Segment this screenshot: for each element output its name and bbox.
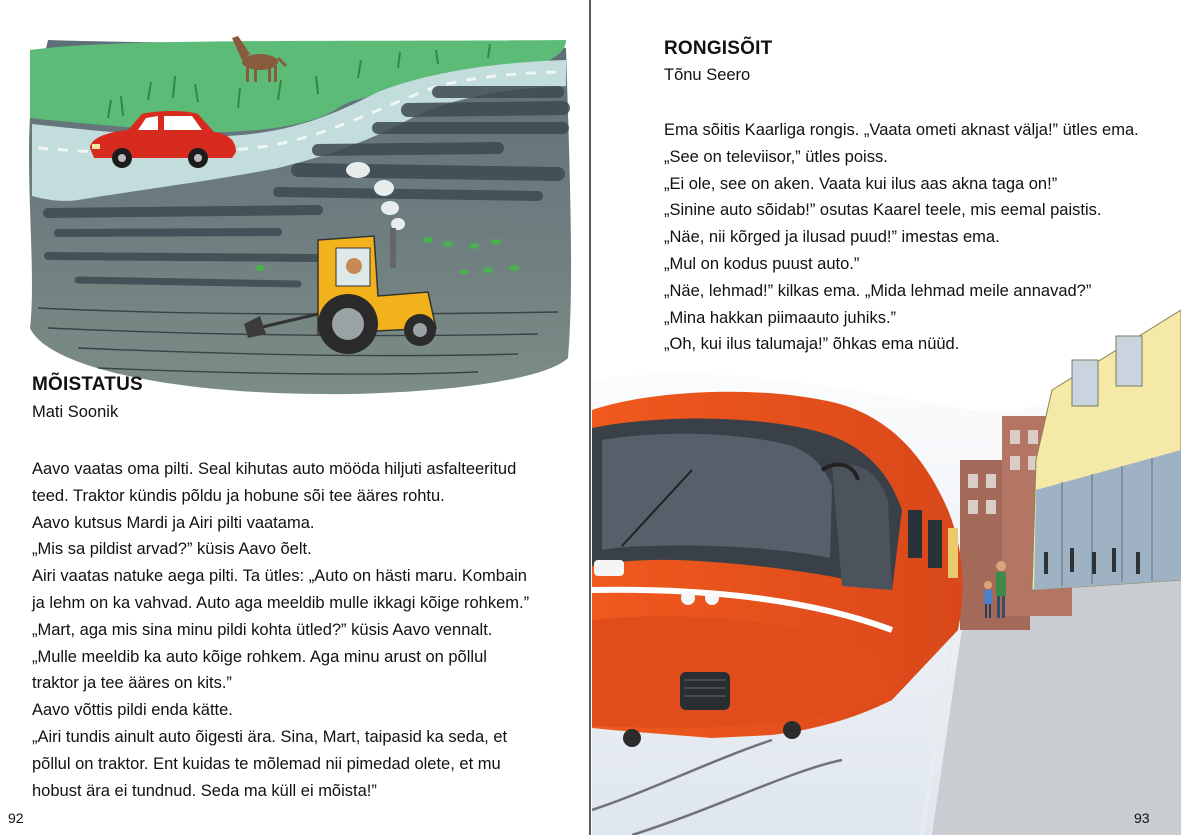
left-page xyxy=(0,0,590,835)
story-title: MÕISTATUS xyxy=(32,374,143,395)
text-line: „Mul on kodus puust auto.” xyxy=(664,254,860,273)
text-line: „Oh, kui ilus talumaja!” õhkas ema nüüd. xyxy=(664,335,960,354)
text-line: põllul on traktor. Ent kuidas te mõlemad nii pimedad olete, et mu xyxy=(32,754,501,773)
text-line: Aavo võttis pildi enda kätte. xyxy=(32,701,233,720)
text-line: ja lehm on ka vahvad. Auto aga meeldib mulle ikkagi kõige rohkem.” xyxy=(32,593,530,612)
drawing-illustration xyxy=(18,28,578,400)
right-page xyxy=(592,0,1181,835)
text-line: teed. Traktor kündis põldu ja hobune sõi tee ääres rohtu. xyxy=(32,486,445,505)
text-line: „Mart, aga mis sina minu pildi kohta ütled?” küsis Aavo vennalt. xyxy=(32,620,493,639)
text-line: „Mulle meeldib ka auto kõige rohkem. Aga minu arust on põllul xyxy=(32,647,487,666)
text-line: „Sinine auto sõidab!” osutas Kaarel teele, mis eemal paistis. xyxy=(664,201,1102,220)
text-line: Ema sõitis Kaarliga rongis. „Vaata ometi aknast välja!” ütles ema. xyxy=(664,121,1139,139)
text-line: „Airi tundis ainult auto õigesti ära. Sina, Mart, taipasid ka seda, et xyxy=(32,727,508,746)
page-gutter xyxy=(589,0,591,835)
text-line: „Mis sa pildist arvad?” küsis Aavo õelt. xyxy=(32,540,312,559)
text-line: „See on televiisor,” ütles poiss. xyxy=(664,147,888,166)
story-text xyxy=(664,117,1139,358)
text-line: „Mina hakkan piimaauto juhiks.” xyxy=(664,308,897,327)
text-line: traktor ja tee ääres on kits.” xyxy=(32,674,232,693)
text-line: hobust ära ei tundnud. Seda ma küll ei mõista!” xyxy=(32,781,377,800)
story-text xyxy=(32,456,529,804)
story-author: Mati Soonik xyxy=(32,403,119,421)
story-author: Tõnu Seero xyxy=(664,66,751,84)
train-illustration xyxy=(592,290,1181,835)
text-line: „Näe, nii kõrged ja ilusad puud!” imestas ema. xyxy=(664,228,1000,247)
text-line: Airi vaatas natuke aega pilti. Ta ütles: „Auto on hästi maru. Kombain xyxy=(32,567,527,586)
text-line: Aavo kutsus Mardi ja Airi pilti vaatama. xyxy=(32,513,315,532)
text-line: „Näe, lehmad!” kilkas ema. „Mida lehmad meile annavad?” xyxy=(664,281,1092,300)
text-line: Aavo vaatas oma pilti. Seal kihutas auto mööda hiljuti asfalteeritud xyxy=(32,460,517,478)
page-number: 92 xyxy=(8,810,24,826)
text-line: „Ei ole, see on aken. Vaata kui ilus aas akna taga on!” xyxy=(664,174,1058,193)
story-title: RONGISÕIT xyxy=(664,38,773,59)
page-number: 93 xyxy=(1134,810,1150,826)
